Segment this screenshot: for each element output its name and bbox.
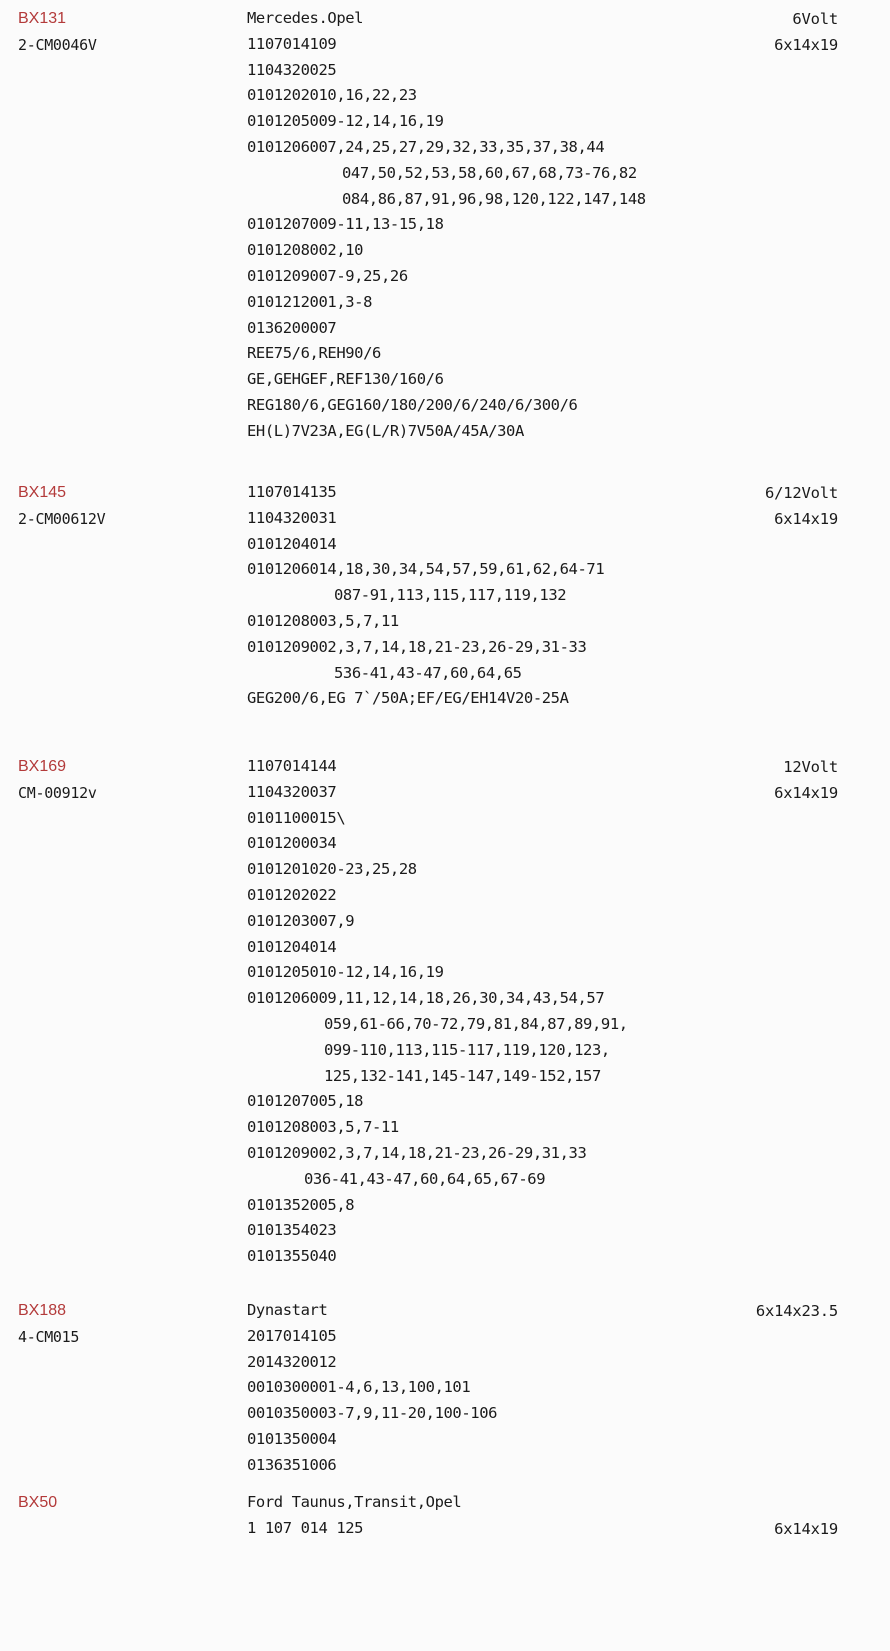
application-line: EH(L)7V23A,EG(L/R)7V50A/45A/30A <box>247 421 524 440</box>
application-line: 036-41,43-47,60,64,65,67-69 <box>304 1169 546 1188</box>
application-line: 0101206009,11,12,14,18,26,30,34,43,54,57 <box>247 989 605 1008</box>
application-line: 0101206007,24,25,27,29,32,33,35,37,38,44 <box>247 137 605 156</box>
entry-applications <box>247 754 628 1270</box>
application-line: 2017014105 <box>247 1326 337 1345</box>
entry-subcode: CM-00912v <box>18 784 97 802</box>
application-line: 0101205009-12,14,16,19 <box>247 112 444 131</box>
application-line: 1104320025 <box>247 60 337 79</box>
application-line: 2014320012 <box>247 1352 337 1371</box>
entry-applications <box>247 1490 461 1542</box>
application-line: 0101208002,10 <box>247 241 364 260</box>
entry-subcode: 2-CM0046V <box>18 36 97 54</box>
size-spec: 6x14x19 <box>774 1520 838 1538</box>
entry-applications <box>247 6 646 445</box>
application-line: 0101209002,3,7,14,18,21-23,26-29,31,33 <box>247 1143 587 1162</box>
entry-code: BX169 <box>18 758 67 775</box>
application-line: 0101207005,18 <box>247 1092 364 1111</box>
entry-code: BX131 <box>18 10 67 27</box>
application-line: REG180/6,GEG160/180/200/6/240/6/300/6 <box>247 395 578 414</box>
application-line: 0101100015\ <box>247 808 346 827</box>
entry-applications <box>247 480 604 712</box>
application-line: 0101352005,8 <box>247 1195 355 1214</box>
entry-subcode: 2-CM00612V <box>18 510 106 528</box>
application-line: 084,86,87,91,96,98,120,122,147,148 <box>342 189 646 208</box>
application-line: 125,132-141,145-147,149-152,157 <box>324 1066 601 1085</box>
application-line: 0101208003,5,7,11 <box>247 611 399 630</box>
application-line: REE75/6,REH90/6 <box>247 344 381 363</box>
size-spec: 6x14x19 <box>774 510 838 528</box>
voltage-spec: 12Volt <box>783 758 838 776</box>
application-line: 0010350003-7,9,11-20,100-106 <box>247 1404 498 1423</box>
entry-specs <box>774 1516 838 1542</box>
application-line: 047,50,52,53,58,60,67,68,73-76,82 <box>342 163 637 182</box>
application-line: 0101208003,5,7-11 <box>247 1118 399 1137</box>
entry-code: BX188 <box>18 1302 67 1319</box>
application-line: 0101202010,16,22,23 <box>247 86 417 105</box>
application-line: 0101205010-12,14,16,19 <box>247 963 444 982</box>
entry-applications <box>247 1298 497 1479</box>
application-line: 0136200007 <box>247 318 337 337</box>
application-line: 0101200034 <box>247 834 337 853</box>
application-line: 0101203007,9 <box>247 911 355 930</box>
application-line: 0101350004 <box>247 1429 337 1448</box>
voltage-spec: 6Volt <box>792 10 838 28</box>
application-line: 0101207009-11,13-15,18 <box>247 215 444 234</box>
application-line: 536-41,43-47,60,64,65 <box>334 663 522 682</box>
application-line: 0136351006 <box>247 1455 337 1474</box>
size-spec: 6x14x23.5 <box>755 1302 838 1320</box>
voltage-spec: 6/12Volt <box>764 484 838 502</box>
size-spec: 6x14x19 <box>774 784 838 802</box>
application-line: 0101209007-9,25,26 <box>247 266 408 285</box>
entry-specs <box>774 6 838 58</box>
application-line: 0010300001-4,6,13,100,101 <box>247 1378 471 1397</box>
application-line: Ford Taunus,Transit,Opel <box>247 1493 462 1511</box>
entry-specs <box>756 1298 838 1324</box>
application-line: GEG200/6,EG 7`/50A;EF/EG/EH14V20-25A <box>247 689 569 708</box>
entry-specs <box>765 480 838 532</box>
size-spec: 6x14x19 <box>774 36 838 54</box>
application-line: 1104320037 <box>247 782 337 801</box>
application-line: 0101355040 <box>247 1247 337 1266</box>
application-line: 0101204014 <box>247 534 337 553</box>
application-line: 1104320031 <box>247 508 337 527</box>
application-line: 1 107 014 125 <box>247 1518 364 1537</box>
application-line: 1107014135 <box>247 483 337 501</box>
application-line: Mercedes.Opel <box>247 9 364 27</box>
entry-subcode: 4-CM015 <box>18 1328 80 1346</box>
application-line: 087-91,113,115,117,119,132 <box>334 586 567 605</box>
application-line: 0101204014 <box>247 937 337 956</box>
entry-specs <box>774 754 838 806</box>
entry-code: BX50 <box>18 1494 58 1511</box>
application-line: 059,61-66,70-72,79,81,84,87,89,91, <box>324 1014 628 1033</box>
application-line: 1107014144 <box>247 757 337 775</box>
application-line: 099-110,113,115-117,119,120,123, <box>324 1040 610 1059</box>
application-line: 0101201020-23,25,28 <box>247 860 417 879</box>
application-line: 0101212001,3-8 <box>247 292 373 311</box>
application-line: 0101354023 <box>247 1221 337 1240</box>
application-line: 1107014109 <box>247 34 337 53</box>
application-line: Dynastart <box>247 1301 328 1319</box>
application-line: 0101206014,18,30,34,54,57,59,61,62,64-71 <box>247 560 605 579</box>
application-line: 0101209002,3,7,14,18,21-23,26-29,31-33 <box>247 637 587 656</box>
application-line: GE,GEHGEF,REF130/160/6 <box>247 370 444 389</box>
application-line: 0101202022 <box>247 885 337 904</box>
entry-code: BX145 <box>18 484 67 501</box>
